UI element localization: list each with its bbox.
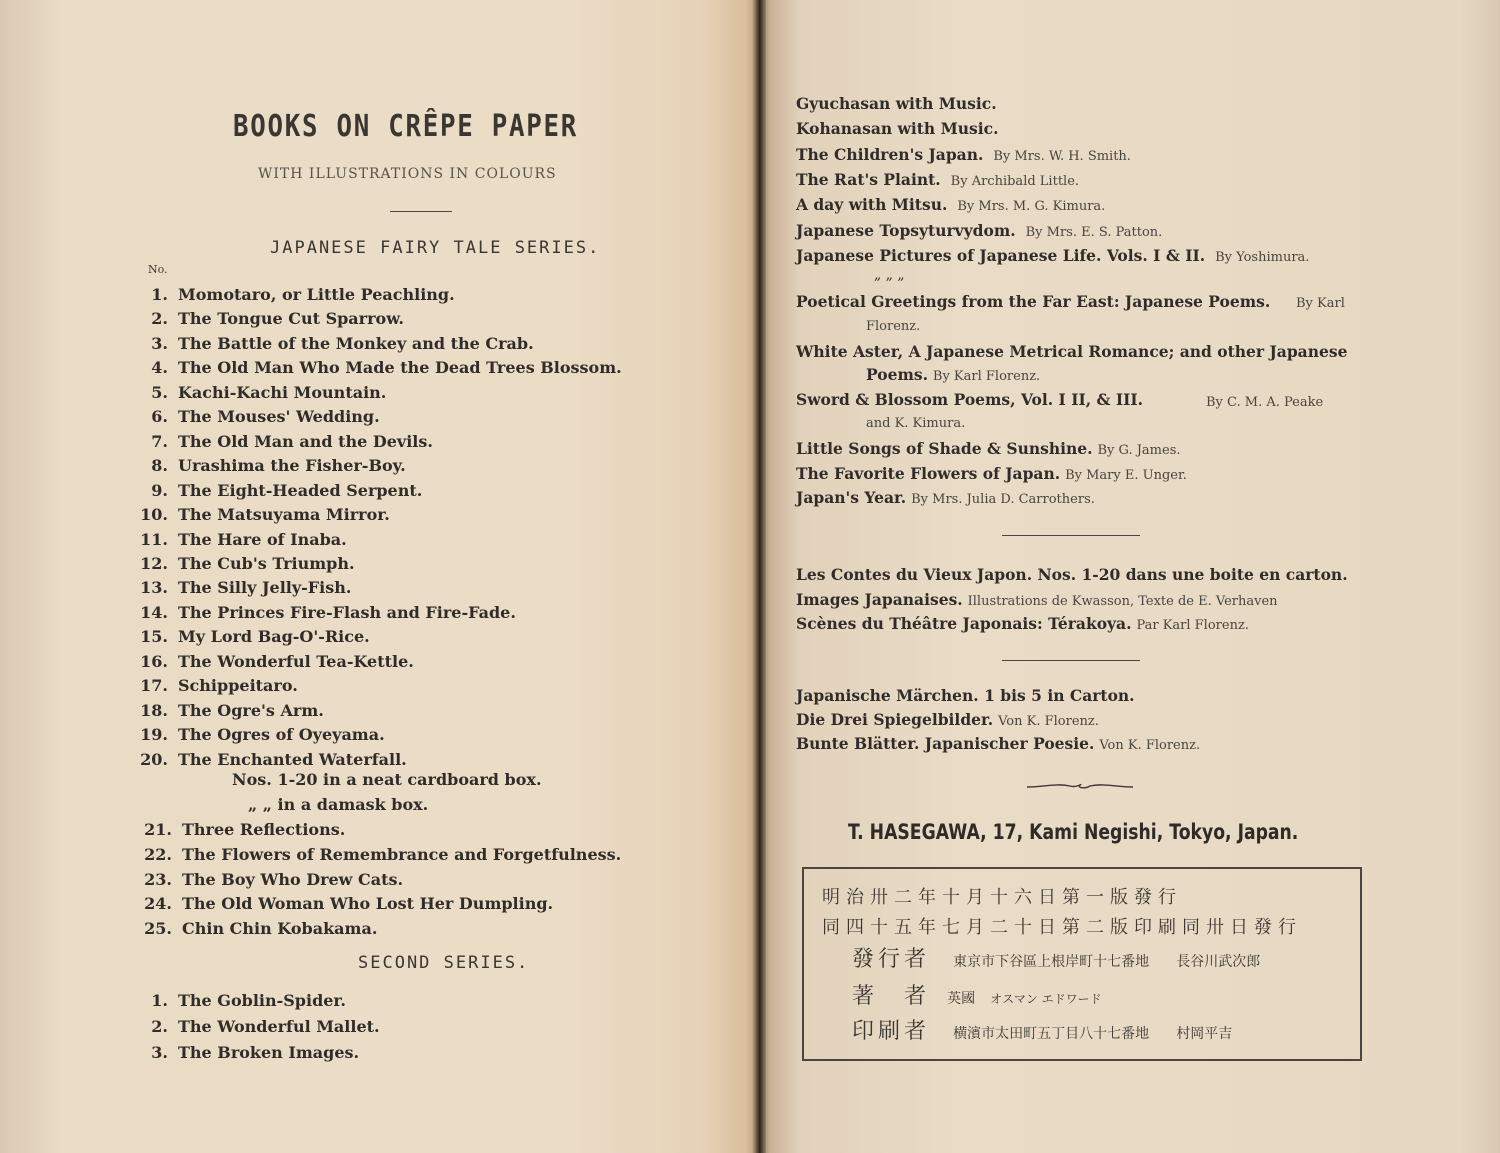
item-number: 22. [144,844,172,864]
entry-author-text: By G. James. [1097,443,1181,458]
entry-author-cont [866,415,965,431]
colophon-role: 印刷者 [852,1019,931,1044]
entry-title: Japanese Topsyturvydom. [796,220,1016,240]
book-entry [796,245,1310,265]
entry-contes [796,567,1348,584]
item-number: 20. [140,749,168,769]
item-title: Schippeitaro. [178,676,298,696]
list-item [132,431,433,451]
entry-title: The Children's Japan. [796,144,984,164]
entry-title: Little Songs of Shade & Sunshine. [796,439,1093,458]
list-item [132,727,385,743]
book-entry [796,121,1008,138]
colophon-role: 發行者 [852,947,931,972]
entry-white-aster-cont [866,367,1040,384]
entry-title: Die Drei Spiegelbilder. [796,710,994,729]
item-number: 4. [151,358,168,378]
entry-white-aster [796,344,1347,361]
item-title: The Tongue Cut Sparrow. [178,309,404,329]
entry-author-text: By C. M. A. Peake [1206,395,1324,410]
entry-title: Les Contes du Vieux Japon. Nos. 1-20 dans une boite en carton. [796,565,1348,584]
publisher-imprint: T. HASEGAWA, 17, Kami Negishi, Tokyo, Japan. [848,820,1299,844]
list-item [132,580,351,596]
item-number: 21. [144,820,172,839]
item-title: Kachi-Kachi Mountain. [178,382,387,402]
entry-title: The Favorite Flowers of Japan. [796,464,1061,483]
colophon-publisher-row [852,949,1260,971]
item-title: The Wonderful Tea-Kettle. [178,651,414,671]
item-number: 2. [151,309,168,329]
book-gutter [752,0,766,1153]
colophon-author-row [852,986,1102,1008]
entry-title: Japan's Year. [796,488,907,507]
list-item [132,458,406,474]
item-number: 8. [151,456,168,476]
list-item [132,993,346,1009]
entry-title: Poems. [866,365,928,384]
item-number: 3. [151,333,168,353]
second-series-heading: SECOND SERIES. [358,953,530,973]
list-item [132,382,387,402]
entry-little-songs [796,441,1181,458]
colophon-nation: 英國 [947,991,976,1007]
entry-drei-spiegelbilder [796,712,1099,729]
entry-bunte-blatter [796,736,1200,753]
colophon-second-edition: 同四十五年七月二十日第二版印刷同卅日發行 [822,917,1302,938]
item-title: The Battle of the Monkey and the Crab. [178,333,534,353]
item-title: Momotaro, or Little Peachling. [178,285,455,304]
item-number: 18. [140,700,168,720]
item-title: Chin Chin Kobakama. [182,919,378,939]
item-title: The Eight-Headed Serpent. [178,480,423,500]
entry-japanische-marchen [796,688,1135,705]
list-item [132,529,347,549]
page-title: BOOKS ON CRÊPE PAPER [233,109,579,144]
item-title: The Princes Fire-Flash and Fire-Fade. [178,602,516,622]
item-title: My Lord Bag-O'-Rice. [178,627,370,647]
item-number: 1. [151,991,168,1010]
divider [1002,660,1140,661]
colophon-address: 横濱市太田町五丁目八十七番地 [953,1026,1150,1042]
list-item [136,822,345,838]
entry-author-text: Florenz. [866,319,921,334]
book-entry [796,197,1105,214]
list-item [132,1019,380,1035]
entry-title: Japanische Märchen. 1 bis 5 in Carton. [796,686,1135,705]
entry-title: A day with Mitsu. [796,195,948,215]
entry-title: Sword & Blossom Poems, Vol. I II, & III. [796,390,1144,409]
colophon-name: 長谷川武次郎 [1176,954,1261,970]
list-item [136,844,622,864]
item-title: The Silly Jelly-Fish. [178,578,352,598]
item-number: 23. [144,869,172,889]
item-title: The Old Man and the Devils. [178,431,433,451]
box-note-damask: „ „ in a damask box. [248,795,429,814]
entry-title: Poetical Greetings from the Far East: Japanese Poems. [796,292,1271,311]
item-title: The Ogre's Arm. [178,700,324,720]
item-number: 10. [140,505,168,525]
item-title: The Broken Images. [178,1043,360,1062]
item-title: The Ogres of Oyeyama. [178,725,385,745]
colophon-address: 東京市下谷區上根岸町十七番地 [953,954,1150,970]
item-title: The Old Man Who Made the Dead Trees Blossom. [178,358,622,378]
item-number: 19. [140,725,168,745]
number-label: No. [148,263,168,276]
entry-author-text: Illustrations de Kwasson, Texte de E. Verhaven [967,594,1278,609]
colophon-role: 著 者 [852,984,931,1009]
list-item [136,896,553,912]
list-item [132,553,355,573]
item-number: 9. [151,480,168,500]
entry-title: Images Japanaises. [796,590,963,609]
entry-author-text: By Karl [1296,296,1345,311]
item-number: 15. [140,627,168,647]
item-number: 6. [151,407,168,427]
entry-author-text: Von K. Florenz. [1099,738,1201,753]
entry-favorite-flowers [796,466,1187,483]
entry-author-text: By Mrs. M. G. Kimura. [957,199,1106,215]
colophon-name: 村岡平吉 [1176,1026,1233,1042]
item-title: The Flowers of Remembrance and Forgetfulness. [182,844,622,864]
entry-title: White Aster, A Japanese Metrical Romance; and other Japanese [796,342,1348,361]
entry-japans-year [796,490,1095,507]
list-item [132,287,455,303]
item-title: The Mouses' Wedding. [178,407,380,427]
entry-author-text: Par Karl Florenz. [1136,618,1249,633]
entry-title: The Rat's Plaint. [796,169,941,189]
item-number: 3. [151,1043,168,1062]
item-title: The Goblin-Spider. [178,991,346,1010]
item-title: Urashima the Fisher-Boy. [178,456,406,476]
entry-title: Japanese Pictures of Japanese Life. Vols. I & II. [796,245,1206,265]
ditto-marks: „ „ „ [874,267,905,283]
entry-author-text: By Karl Florenz. [932,369,1041,384]
ornament-swirl-icon [1025,781,1135,793]
item-number: 12. [140,553,168,573]
item-title: The Wonderful Mallet. [178,1017,380,1036]
list-item [132,409,380,425]
item-number: 7. [151,431,168,451]
entry-poetical-greetings [796,294,1270,311]
list-item [132,678,298,694]
item-number: 2. [151,1017,168,1036]
book-entry [796,220,1163,240]
entry-author [1296,295,1345,311]
book-entry [796,144,1131,164]
item-title: Three Reflections. [182,820,346,839]
entry-title: Kohanasan with Music. [796,119,999,139]
entry-title: Bunte Blätter. Japanischer Poesie. [796,734,1095,753]
list-item [132,1045,359,1061]
item-title: The Cub's Triumph. [178,553,355,573]
entry-author-text: Von K. Florenz. [998,714,1099,729]
entry-author-text: By Mary E. Unger. [1065,468,1187,483]
entry-author-text: By Mrs. Julia D. Carrothers. [911,492,1095,507]
item-number: 1. [151,285,168,304]
item-title: The Enchanted Waterfall. [178,749,407,769]
item-number: 13. [140,578,168,598]
colophon-name: オスマン エドワード [990,992,1102,1006]
series-heading: JAPANESE FAIRY TALE SERIES. [270,238,601,258]
item-number: 11. [140,529,168,549]
entry-sword-blossom [796,392,1143,409]
list-item [132,749,407,769]
entry-author-text: By Mrs. E. S. Patton. [1025,224,1163,240]
entry-author [1206,394,1323,410]
item-number: 14. [140,602,168,622]
box-note-cardboard: Nos. 1-20 in a neat cardboard box. [232,770,542,789]
colophon-box [802,867,1362,1061]
item-title: The Old Woman Who Lost Her Dumpling. [182,894,554,914]
item-number: 5. [151,382,168,402]
entry-scenes-theatre [796,616,1249,633]
book-entry [796,169,1080,189]
entry-author-text: By Archibald Little. [950,173,1080,189]
item-title: The Matsuyama Mirror. [178,505,390,525]
item-number: 16. [140,651,168,671]
list-item [132,629,370,645]
entry-author-text: By Yoshimura. [1215,249,1310,265]
list-item [132,700,324,720]
divider [1002,535,1140,536]
list-item [132,651,414,671]
list-item [132,507,390,523]
list-item [132,360,622,376]
item-number: 25. [144,919,172,939]
page-subtitle: WITH ILLUSTRATIONS IN COLOURS [258,166,557,182]
entry-title: Scènes du Théâtre Japonais: Térakoya. [796,614,1132,633]
divider [390,211,452,212]
entry-author-text: By Mrs. W. H. Smith. [993,148,1131,164]
list-item [132,602,516,622]
item-title: The Hare of Inaba. [178,529,347,549]
list-item [136,921,377,937]
item-title: The Boy Who Drew Cats. [182,869,404,889]
entry-images-japanaises [796,592,1278,609]
item-number: 24. [144,894,172,914]
list-item [132,333,534,353]
item-number: 17. [140,676,168,696]
entry-title: Gyuchasan with Music. [796,94,997,113]
colophon-printer-row [852,1021,1232,1043]
book-entry [796,96,1007,113]
entry-author-text: and K. Kimura. [866,416,966,431]
list-item [132,480,423,500]
list-item [136,869,404,889]
entry-author-cont [866,318,920,334]
colophon-first-edition: 明治卅二年十月十六日第一版發行 [822,887,1182,908]
list-item [132,311,404,327]
